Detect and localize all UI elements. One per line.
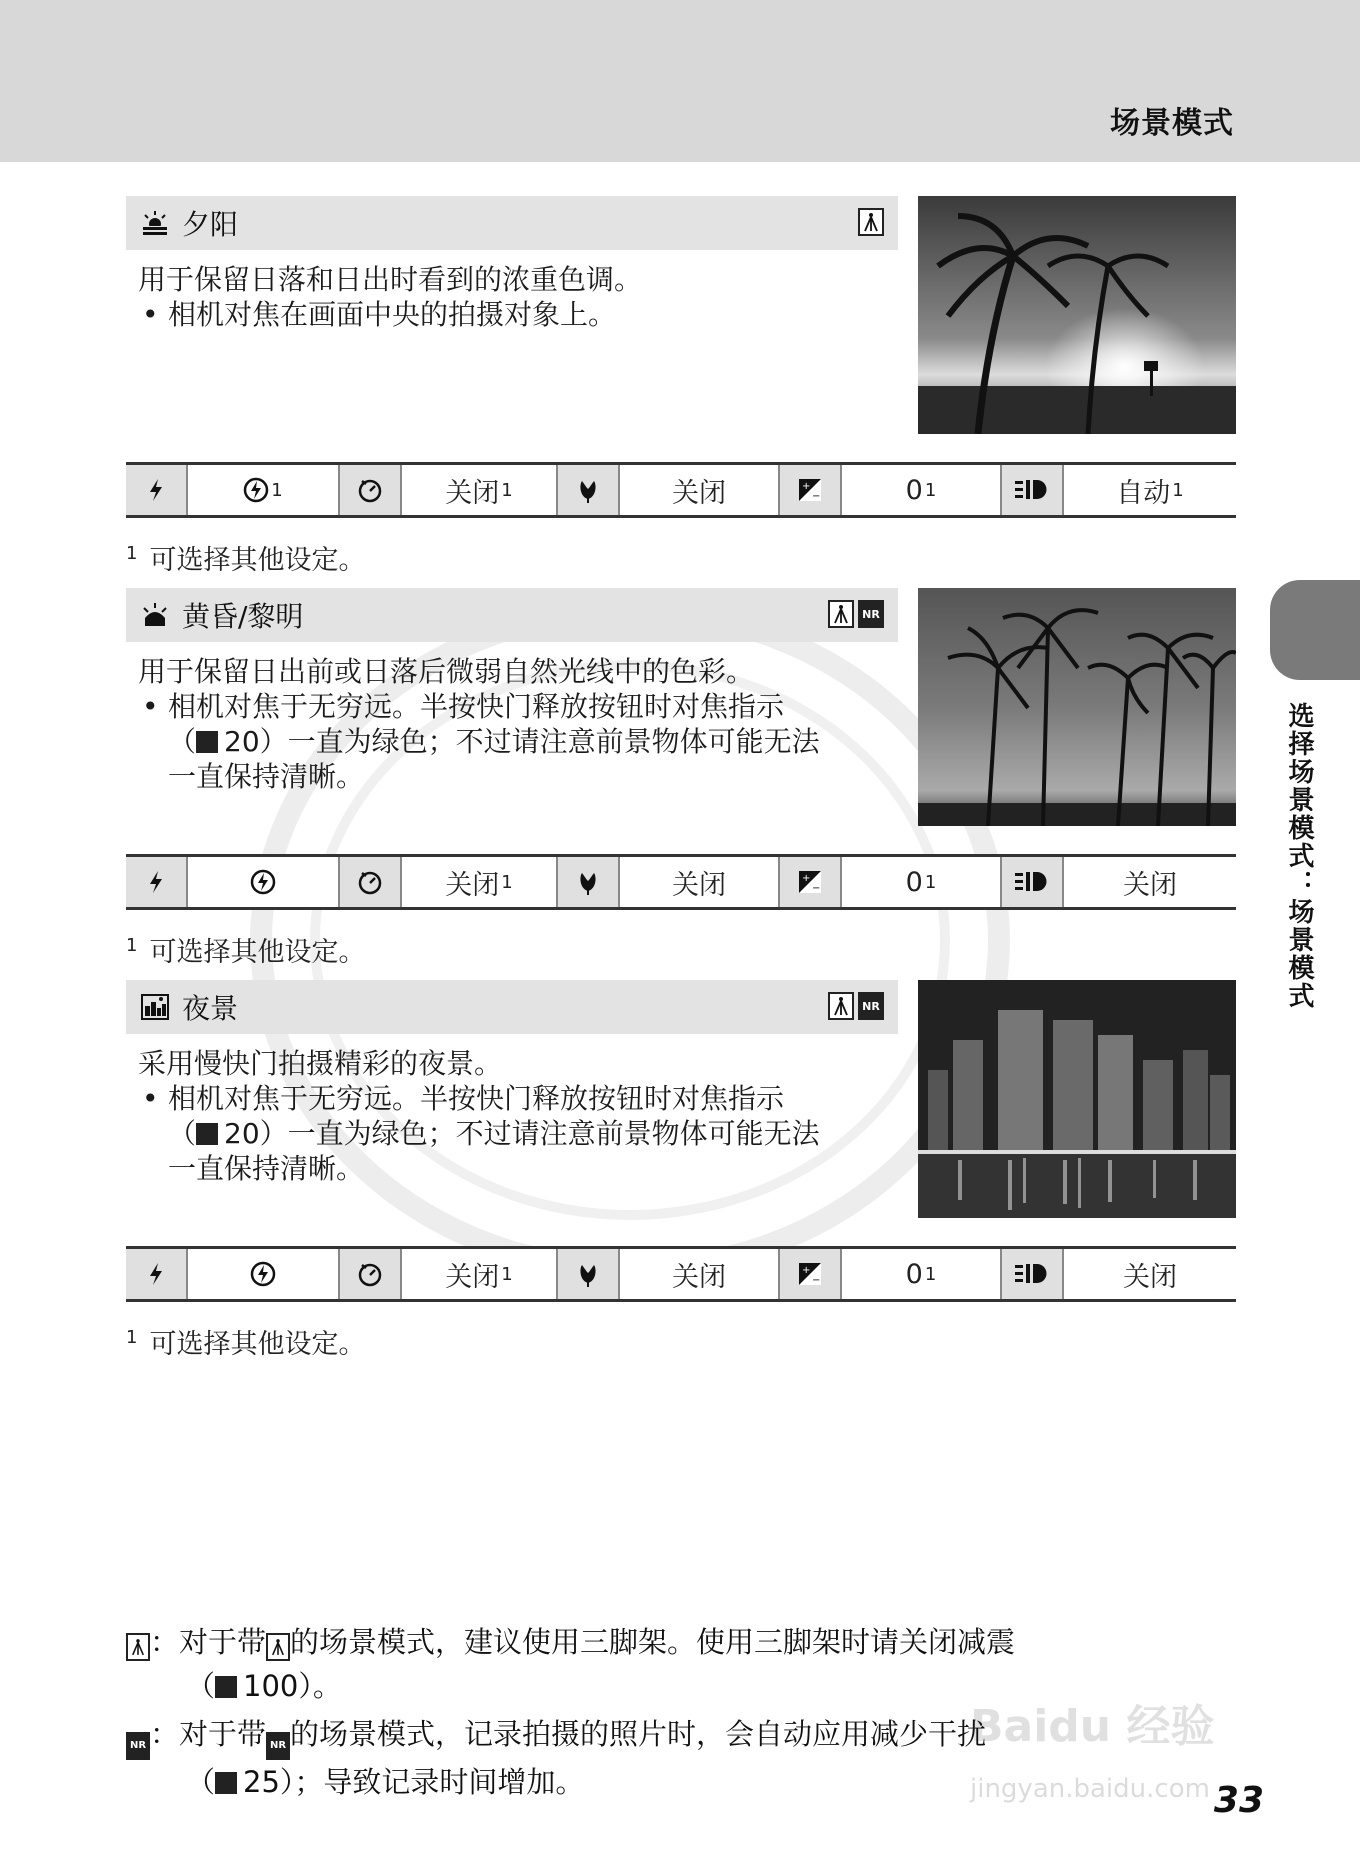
page-ref-icon [196,1123,218,1145]
baidu-watermark: Baidu 经验 [970,1701,1215,1752]
section-header [126,588,898,642]
d-lighting-value: 关闭 [1064,857,1236,907]
page-ref-icon [196,731,218,753]
section-dusk-dawn [126,588,1236,888]
bullet-item: • 相机对焦于无穷远。半按快门释放按钮时对焦指示 [142,690,785,723]
sunset-photo [918,196,1236,434]
exposure-comp-value: 0 1 [842,465,1002,515]
bullet-continuation: 一直保持清晰。 [168,760,365,793]
tripod-icon [858,208,884,236]
section-description [138,262,898,332]
side-chapter-label: 选择场景模式：场景模式 [1284,702,1314,1010]
desc-line: 用于保留日落和日出时看到的浓重色调。 [138,263,643,296]
tripod-icon [828,992,854,1020]
d-lighting-icon [1002,1249,1064,1299]
desc-line: 采用慢快门拍摄精彩的夜景。 [138,1047,503,1080]
svg-text:−: − [812,491,821,502]
settings-row [126,1246,1236,1302]
flash-off-icon [243,477,269,503]
tripod-icon [828,600,854,628]
self-timer-value: 关闭 1 [402,1249,558,1299]
exposure-comp-icon [780,857,842,907]
tripod-icon [126,1633,150,1661]
svg-text:−: − [812,883,821,894]
tripod-note: ：对于带 的场景模式，建议使用三脚架。使用三脚架时请关闭减震 （ 100）。 [126,1620,1226,1708]
desc-line: 用于保留日出前或日落后微弱自然光线中的色彩。 [138,655,755,688]
d-lighting-icon [1002,857,1064,907]
settings-row [126,462,1236,518]
bullet-continuation: （ 20）一直为绿色；不过请注意前景物体可能无法 [168,1117,820,1150]
section-header [126,196,898,250]
bullet-item: • 相机对焦在画面中央的拍摄对象上。 [142,298,617,331]
bullet-item: • 相机对焦于无穷远。半按快门释放按钮时对焦指示 [142,1082,785,1115]
svg-text:+: + [802,481,811,492]
flash-icon [126,465,188,515]
self-timer-icon [340,465,402,515]
sunset-icon [140,208,170,238]
exposure-comp-icon [780,465,842,515]
svg-text:−: − [812,1275,821,1286]
macro-value: 关闭 [620,465,780,515]
page-ref-icon [215,1772,237,1794]
page-number: 33 [1213,1780,1264,1821]
noise-reduction-note: NR ：对于带 NR 的场景模式，记录拍摄的照片时，会自动应用减少干扰 （ 25）；导致记录时间增加。 [126,1712,1226,1804]
flash-off-icon [250,1261,276,1287]
footnote: $^1$ 可选择其他设定。 [126,935,366,968]
section-description [138,1046,898,1186]
macro-value: 关闭 [620,857,780,907]
flash-off-icon [250,869,276,895]
side-tab [1270,580,1360,680]
d-lighting-value: 自动 1 [1064,465,1236,515]
section-title: 黄昏/黎明 [182,600,304,633]
self-timer-value: 关闭 1 [402,857,558,907]
self-timer-icon [340,857,402,907]
tripod-icon [266,1633,290,1661]
macro-value: 关闭 [620,1249,780,1299]
night-landscape-icon [140,992,170,1022]
svg-text:+: + [802,873,811,884]
flash-value: 1 [188,465,340,515]
exposure-comp-icon [780,1249,842,1299]
exposure-comp-value: 0 1 [842,857,1002,907]
section-title: 夕阳 [182,208,239,241]
macro-icon [558,465,620,515]
macro-icon [558,1249,620,1299]
section-sunset [126,196,1236,496]
dusk-palms-photo [918,588,1236,826]
flash-icon [126,1249,188,1299]
svg-text:+: + [802,1265,811,1276]
section-title: 夜景 [182,992,239,1025]
noise-reduction-icon: NR [126,1732,150,1760]
exposure-comp-value: 0 1 [842,1249,1002,1299]
bullet-continuation: 一直保持清晰。 [168,1152,365,1185]
noise-reduction-icon: NR [858,600,884,628]
settings-row [126,854,1236,910]
page-ref-icon [215,1676,237,1698]
flash-icon [126,857,188,907]
noise-reduction-icon: NR [266,1732,290,1760]
section-header [126,980,898,1034]
bullet-continuation: （ 20）一直为绿色；不过请注意前景物体可能无法 [168,725,820,758]
noise-reduction-icon: NR [858,992,884,1020]
night-city-photo [918,980,1236,1218]
self-timer-icon [340,1249,402,1299]
flash-value [188,1249,340,1299]
baidu-watermark-url: jingyan.baidu.com [970,1774,1210,1804]
d-lighting-icon [1002,465,1064,515]
page-title: 场景模式 [1110,106,1234,141]
section-description [138,654,898,794]
macro-icon [558,857,620,907]
self-timer-value: 关闭 1 [402,465,558,515]
footnote: $^1$ 可选择其他设定。 [126,1327,366,1360]
flash-value [188,857,340,907]
dusk-dawn-icon [140,600,170,630]
section-night-landscape [126,980,1236,1280]
d-lighting-value: 关闭 [1064,1249,1236,1299]
footnote: $^1$ 可选择其他设定。 [126,543,366,576]
